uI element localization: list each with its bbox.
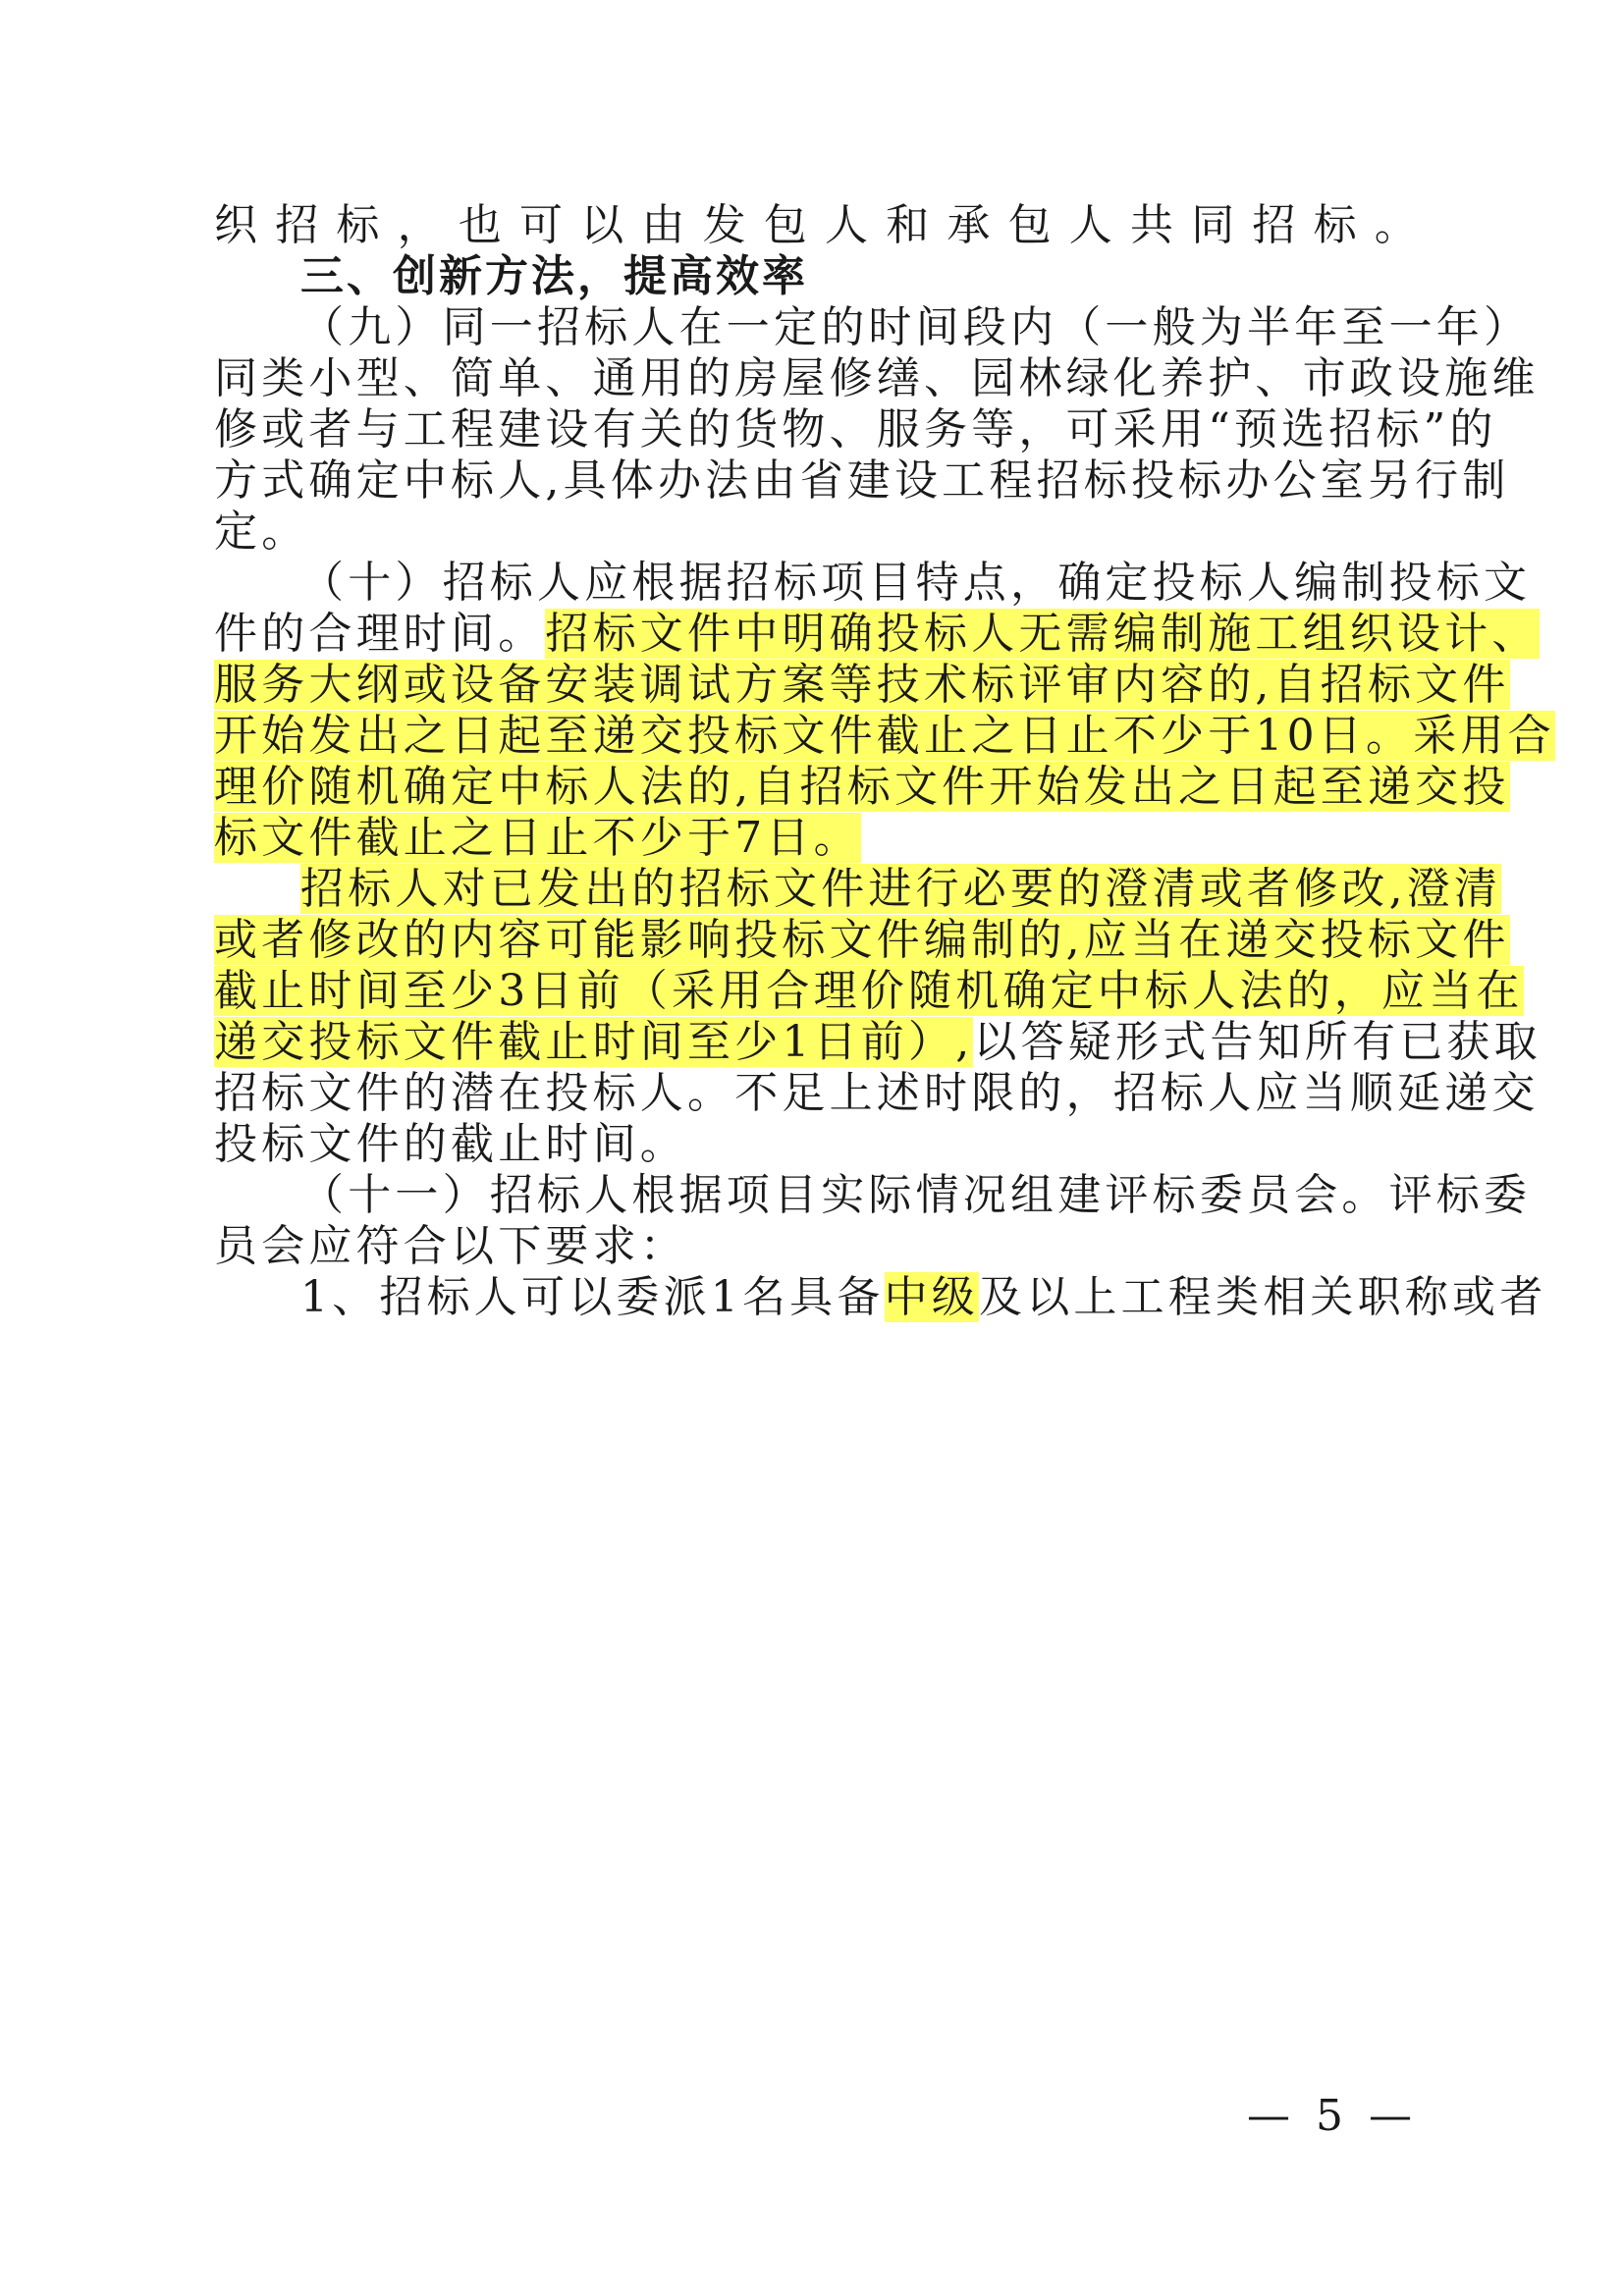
- highlighted-text: 理价随机确定中标人法的,自招标文件开始发出之日起至递交投: [214, 762, 1510, 812]
- line-text: 方式确定中标人,具体办法由省建设工程招标投标办公室另行制: [214, 455, 1510, 506]
- highlighted-text: 中级: [884, 1272, 979, 1322]
- paragraph-line: [214, 964, 1524, 1019]
- paragraph-line: [300, 556, 1532, 611]
- page-number: — 5 —: [1247, 2091, 1418, 2141]
- heading-text: 三、创新方法，提高效率: [300, 251, 808, 301]
- paragraph-line: [214, 607, 1540, 662]
- line-text: 同类小型、简单、通用的房屋修缮、园林绿化养护、市政设施维: [214, 353, 1540, 403]
- line-text: （十一）招标人根据项目实际情况组建评标委员会。评标委: [300, 1170, 1532, 1220]
- paragraph-line: [214, 402, 1497, 457]
- paragraph-line: [300, 1270, 1547, 1325]
- paragraph-line: [214, 351, 1540, 406]
- paragraph-line: [214, 198, 1422, 253]
- highlighted-text: 招标文件中明确投标人无需编制施工组织设计、: [545, 609, 1540, 659]
- line-text: 以答疑形式告知所有已获取: [973, 1017, 1542, 1067]
- section-heading: [300, 249, 1422, 304]
- paragraph-line: [214, 1066, 1540, 1121]
- paragraph-line: [214, 505, 1422, 560]
- highlighted-text: 采用合: [1413, 711, 1555, 761]
- line-text: 修或者与工程建设有关的货物、服务等，可采用“预选招标”的: [214, 404, 1497, 454]
- highlighted-text: 递交投标文件截止时间至少1日前）,: [214, 1017, 974, 1067]
- highlighted-text: 标文件截止之日止不少于7日。: [214, 813, 861, 863]
- highlighted-text: 开始发出之日起至递交投标文件截止之日止不少于10日。: [214, 711, 1414, 761]
- line-text: （九）同一招标人在一定的时间段内（一般为半年至一年）: [300, 302, 1532, 352]
- paragraph-line: [214, 658, 1510, 713]
- paragraph-line: [214, 811, 1422, 866]
- paragraph-line: [214, 709, 1555, 764]
- paragraph-line: [214, 913, 1510, 968]
- paragraph-line: [300, 1168, 1532, 1223]
- line-text: （十）招标人应根据招标项目特点，确定投标人编制投标文: [300, 558, 1532, 608]
- paragraph-line: [214, 1015, 1542, 1070]
- line-text: 招标文件的潜在投标人。不足上述时限的，招标人应当顺延递交: [214, 1068, 1540, 1118]
- highlighted-text: 招标人对已发出的招标文件进行必要的澄清或者修改,澄清: [300, 864, 1502, 914]
- highlighted-text: 截止时间至少3日前（采用合理价随机确定中标人法的，应当在: [214, 966, 1524, 1016]
- paragraph-line: [214, 454, 1510, 508]
- highlighted-text: 服务大纲或设备安装调试方案等技术标评审内容的,自招标文件: [214, 660, 1510, 710]
- paragraph-line: [300, 300, 1532, 355]
- line-text: 员会应符合以下要求：: [214, 1221, 687, 1271]
- line-text: 织招标，也可以由发包人和承包人共同招标。: [214, 200, 1422, 250]
- line-text: 及以上工程类相关职称或者: [979, 1272, 1547, 1322]
- paragraph-line: [214, 1117, 1422, 1172]
- line-text: 定。: [214, 507, 309, 557]
- paragraph-line: [214, 760, 1510, 815]
- highlighted-text: 或者修改的内容可能影响投标文件编制的,应当在递交投标文件: [214, 915, 1510, 965]
- line-text: 件的合理时间。: [214, 609, 546, 659]
- paragraph-line: [300, 862, 1502, 917]
- line-text: 投标文件的截止时间。: [214, 1119, 687, 1169]
- line-text: 1、招标人可以委派1名具备: [300, 1272, 885, 1322]
- paragraph-line: [214, 1219, 1422, 1274]
